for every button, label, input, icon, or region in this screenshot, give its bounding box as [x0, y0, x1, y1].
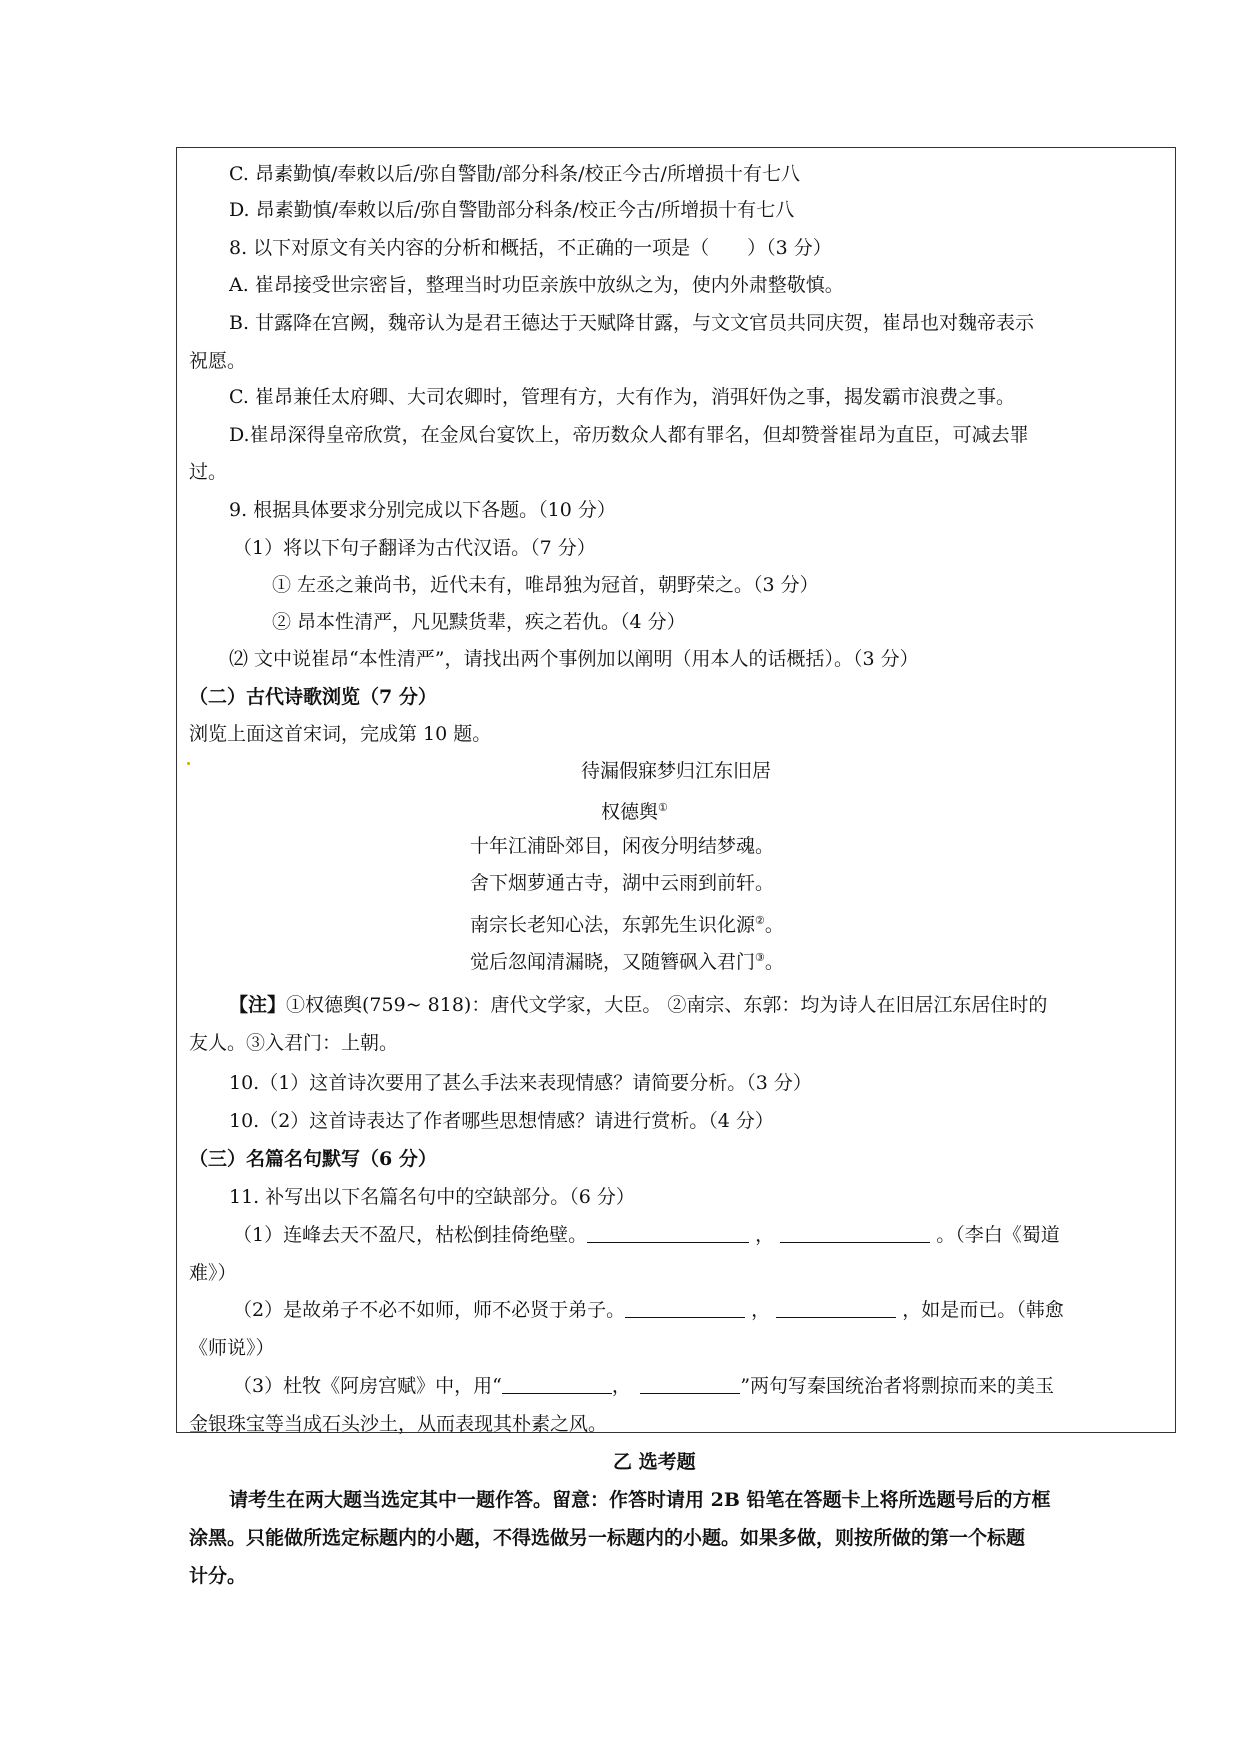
sentence-2: ② 昂本性清严，凡见黩货辈，疾之若仇。（4 分） — [272, 611, 686, 633]
answer-blank — [776, 1299, 896, 1318]
question-10-1: 10.（1）这首诗次要用了甚么手法来表现情感？请简要分析。（3 分） — [229, 1072, 812, 1094]
option-d-split: D. 昂素勤慎/奉敕以后/弥自警勖部分科条/校正今古/所增损十有七八 — [229, 199, 795, 221]
question-11-1-cont: 难》） — [189, 1262, 237, 1284]
footnote-mark: ③ — [755, 951, 765, 964]
question-10-2: 10.（2）这首诗表达了作者哪些思想情感？请进行赏析。（4 分） — [229, 1110, 774, 1132]
answer-blank — [502, 1375, 612, 1394]
footnote-mark: ② — [755, 914, 765, 927]
option-8d-cont: 过。 — [189, 461, 228, 483]
question-11-2-cont: 《师说》） — [189, 1337, 275, 1359]
poem-author: 权德舆① — [601, 801, 668, 823]
question-11-1: （1）连峰去天不盈尺，枯松倒挂倚绝壁。 ， 。（李白《蜀道 — [233, 1224, 1060, 1246]
poem-title: 待漏假寐梦归江东旧居 — [581, 760, 772, 782]
question-11: 11. 补写出以下名篇名句中的空缺部分。（6 分） — [229, 1186, 635, 1208]
option-8d: D.崔昂深得皇帝欣赏，在金凤台宴饮上，帝历数众人都有罪名，但却赞誉崔昂为直臣，可减去罪 — [229, 424, 1029, 446]
option-8b: B. 甘露降在宫阙，魏帝认为是君王德达于天赋降甘露，与文文官员共同庆贺，崔昂也对魏帝表示 — [229, 312, 1035, 334]
poem-verse-3: 南宗长老知心法，东郭先生识化源②。 — [470, 914, 784, 936]
stray-dot — [187, 762, 190, 765]
instructions-line-3: 计分。 — [189, 1565, 247, 1587]
question-11-2: （2）是故弟子不必不如师，师不必贤于弟子。 ， ，如是而已。（韩愈 — [233, 1299, 1064, 1321]
answer-blank — [587, 1224, 749, 1243]
question-11-3: （3）杜牧《阿房宫赋》中，用“ ， ”两句写秦国统治者将剽掠而来的美玉 — [233, 1375, 1055, 1397]
option-8a: A. 崔昂接受世宗密旨，整理当时功臣亲族中放纵之为，使内外肃整敬慎。 — [229, 274, 844, 296]
question-11-3-cont: 金银珠宝等当成石头沙土，从而表现其朴素之风。 — [189, 1413, 608, 1435]
instructions-line-2: 涂黑。只能做所选定标题内的小题，不得选做另一标题内的小题。如果多做，则按所做的第一个标题 — [189, 1527, 1026, 1549]
question-9-2: ⑵ 文中说崔昂“本性清严”，请找出两个事例加以阐明（用本人的话概括）。（3 分） — [229, 648, 919, 670]
section-2-heading: （二）古代诗歌浏览（7 分） — [189, 686, 437, 708]
question-9-1: （1）将以下句子翻译为古代汉语。（7 分） — [233, 537, 596, 559]
footnote-mark: ① — [658, 801, 668, 814]
option-c-split: C. 昂素勤慎/奉敕以后/弥自警勖/部分科条/校正今古/所增损十有七八 — [229, 163, 800, 185]
poem-intro: 浏览上面这首宋词，完成第 10 题。 — [189, 723, 492, 745]
question-8: 8. 以下对原文有关内容的分析和概括，不正确的一项是（ ）（3 分） — [229, 237, 832, 259]
option-8c: C. 崔昂兼任太府卿、大司农卿时，管理有方，大有作为，消弭奸伪之事，揭发霸市浪费之事。 — [229, 386, 1015, 408]
section-3-heading: （三）名篇名句默写（6 分） — [189, 1148, 437, 1170]
instructions-line-1: 请考生在两大题当选定其中一题作答。留意：作答时请用 2B 铅笔在答题卡上将所选题号后的方框 — [229, 1489, 1051, 1511]
answer-blank — [780, 1224, 930, 1243]
poem-verse-1: 十年江浦卧郊目，闲夜分明结梦魂。 — [470, 835, 775, 857]
question-9: 9. 根据具体要求分别完成以下各题。（10 分） — [229, 499, 616, 521]
poem-verse-4: 觉后忽闻清漏晓，又随簪砜入君门③。 — [470, 951, 784, 973]
option-8b-cont: 祝愿。 — [189, 350, 247, 372]
answer-blank — [640, 1375, 740, 1394]
sentence-1: ① 左丞之兼尚书，近代未有，唯昂独为冠首，朝野荣之。（3 分） — [272, 574, 819, 596]
answer-blank — [625, 1299, 745, 1318]
poem-verse-2: 舍下烟萝通古寺，湖中云雨到前轩。 — [470, 872, 775, 894]
poem-note-cont: 友人。③入君门：上朝。 — [189, 1032, 399, 1054]
poem-note: 【注】①权德舆(759~ 818)：唐代文学家，大臣。 ②南宗、东郭：均为诗人在旧居江东居住时的 — [229, 994, 1048, 1016]
optional-section-heading: 乙 选考题 — [613, 1451, 696, 1473]
